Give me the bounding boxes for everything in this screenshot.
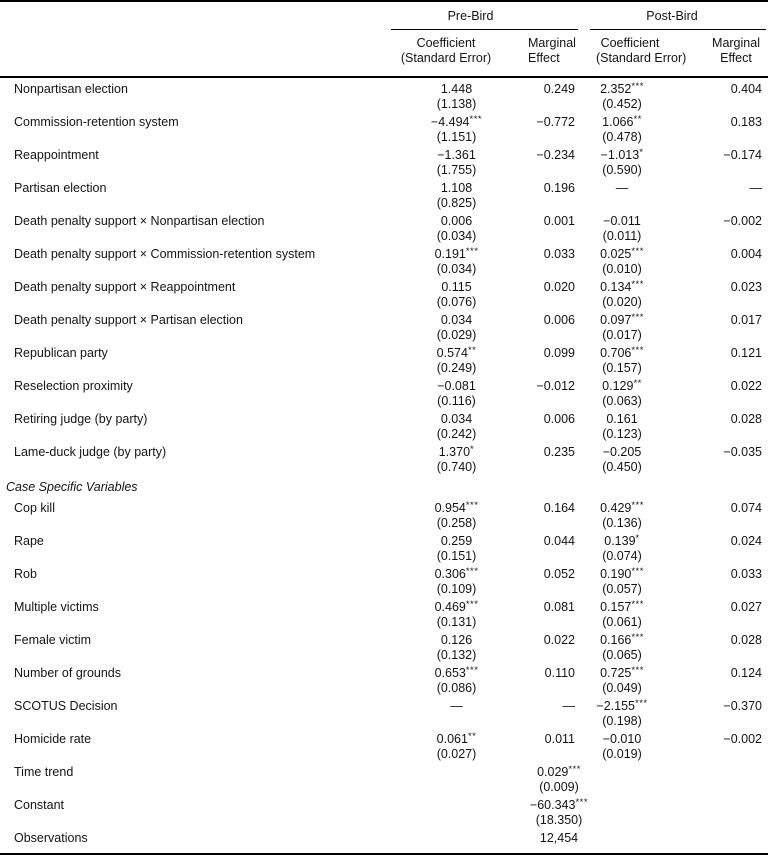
post-coefficient-cell bbox=[580, 144, 664, 177]
table-row bbox=[0, 563, 768, 596]
row-label: Number of grounds bbox=[14, 666, 122, 680]
table-row bbox=[0, 111, 768, 144]
standard-error: (0.242) bbox=[436, 427, 477, 441]
row-label: Commission-retention system bbox=[14, 115, 179, 129]
post-coefficient-cell bbox=[580, 111, 664, 144]
coefficient-value: — bbox=[615, 181, 629, 195]
table-row bbox=[0, 497, 768, 530]
pre-coefficient-cell bbox=[385, 177, 528, 210]
row-label: Homicide rate bbox=[14, 732, 92, 746]
row-label: Lame-duck judge (by party) bbox=[14, 445, 167, 459]
row-label: Death penalty support × Reappointment bbox=[14, 280, 236, 294]
coefficient-value: −4.494*** bbox=[430, 114, 483, 129]
standard-error: (0.029) bbox=[436, 328, 477, 342]
coefficient-value: 0.653*** bbox=[434, 665, 479, 680]
significance-stars: *** bbox=[575, 797, 589, 808]
significance-stars: *** bbox=[568, 764, 581, 775]
row-label: Constant bbox=[14, 798, 65, 812]
standard-error: (0.123) bbox=[602, 427, 642, 441]
pre-marginal-effect-cell: 0.022 bbox=[543, 633, 575, 647]
table-row bbox=[0, 629, 768, 662]
row-label: Female victim bbox=[14, 633, 92, 647]
post-coefficient-cell bbox=[580, 342, 664, 375]
pre-bird-group-header bbox=[385, 1, 580, 30]
table-row bbox=[0, 276, 768, 309]
pre-coefficient-cell bbox=[385, 309, 528, 342]
coefficient-value: 0.191*** bbox=[434, 246, 479, 261]
standard-error: (0.198) bbox=[602, 714, 642, 728]
pre-marginal-effect-cell: 0.001 bbox=[543, 214, 575, 228]
pre-coefficient-cell bbox=[385, 111, 528, 144]
group-label: Post-Bird bbox=[646, 9, 698, 23]
standard-error: (0.590) bbox=[602, 163, 642, 177]
row-label: Partisan election bbox=[14, 181, 107, 195]
table-row bbox=[0, 210, 768, 243]
standard-error: (0.034) bbox=[436, 229, 477, 243]
table-row bbox=[0, 441, 768, 474]
table-header bbox=[0, 1, 768, 77]
row-label: Time trend bbox=[14, 765, 74, 779]
significance-stars: *** bbox=[631, 279, 644, 290]
row-label: Multiple victims bbox=[14, 600, 99, 614]
post-coefficient-cell bbox=[580, 596, 664, 629]
coefficient-value: 0.190*** bbox=[600, 566, 644, 581]
post-coefficient-cell bbox=[580, 629, 664, 662]
significance-stars: ** bbox=[633, 114, 642, 125]
significance-stars: *** bbox=[631, 500, 644, 511]
standard-error: (0.057) bbox=[602, 582, 642, 596]
row-label: Death penalty support × Partisan election bbox=[14, 313, 243, 327]
pre-coefficient-cell bbox=[385, 695, 528, 728]
coefficient-value: 0.115 bbox=[441, 280, 472, 294]
coefficient-value: 0.166*** bbox=[600, 632, 644, 647]
significance-stars: * bbox=[639, 147, 644, 158]
pre-coefficient-cell bbox=[385, 596, 528, 629]
pre-marginal-effect-cell: — bbox=[562, 699, 575, 713]
standard-error: (0.109) bbox=[436, 582, 477, 596]
coefficient-value: 0.161 bbox=[606, 412, 638, 426]
table-row bbox=[0, 596, 768, 629]
post-bird-underline bbox=[590, 9, 766, 30]
coefficient-value: 0.034 bbox=[440, 412, 473, 426]
significance-stars: *** bbox=[465, 665, 479, 676]
significance-stars: *** bbox=[465, 599, 479, 610]
post-marginal-effect-cell: 0.023 bbox=[730, 280, 762, 294]
pre-coefficient-cell bbox=[385, 563, 528, 596]
post-coefficient-cell bbox=[580, 497, 664, 530]
coefficient-value: −0.010 bbox=[602, 732, 642, 746]
standard-error: (0.086) bbox=[436, 681, 477, 695]
pre-coefficient-cell bbox=[385, 342, 528, 375]
coefficient-value: −0.081 bbox=[437, 379, 476, 393]
significance-stars: *** bbox=[631, 345, 644, 356]
coefficient-value: −1.013* bbox=[600, 147, 644, 162]
coefficient-value: 1.066** bbox=[602, 114, 642, 129]
significance-stars: *** bbox=[631, 312, 644, 323]
standard-error: (18.350) bbox=[535, 813, 583, 827]
post-marginal-effect-cell: — bbox=[749, 181, 762, 195]
significance-stars: ** bbox=[467, 731, 477, 742]
coefficient-value: 0.126 bbox=[440, 633, 473, 647]
significance-stars: ** bbox=[633, 378, 642, 389]
group-label: Pre-Bird bbox=[447, 9, 494, 23]
post-marginal-effect-cell: −0.002 bbox=[723, 214, 762, 228]
pre-marginal-effect-cell: 0.081 bbox=[543, 600, 575, 614]
coefficient-value: 0.134*** bbox=[600, 279, 644, 294]
row-label: Reselection proximity bbox=[14, 379, 133, 393]
coefficient-value: 0.129** bbox=[602, 378, 642, 393]
coefficient-value: 0.097*** bbox=[600, 312, 644, 327]
marginal-header-line2: Effect bbox=[720, 51, 752, 65]
post-marginal-effect-cell: 0.017 bbox=[730, 313, 762, 327]
table-body bbox=[0, 77, 768, 854]
pre-coefficient-cell bbox=[385, 629, 528, 662]
post-coefficient-column-header bbox=[580, 30, 687, 77]
standard-error: (1.138) bbox=[436, 97, 477, 111]
post-marginal-effect-cell: −0.370 bbox=[723, 699, 762, 713]
post-coefficient-cell bbox=[580, 530, 664, 563]
coefficient-header-line2: (Standard Error) bbox=[596, 51, 687, 65]
post-marginal-effect-cell: −0.002 bbox=[723, 732, 762, 746]
post-marginal-effect-cell: −0.174 bbox=[723, 148, 762, 162]
pre-marginal-effect-cell: 0.052 bbox=[543, 567, 575, 581]
coefficient-value: −0.205 bbox=[602, 445, 642, 459]
coefficient-value: −1.361 bbox=[437, 148, 476, 162]
pre-coefficient-cell bbox=[385, 144, 528, 177]
coefficient-value: 0.429*** bbox=[600, 500, 644, 515]
significance-stars: *** bbox=[631, 632, 644, 643]
coefficient-value: 0.157*** bbox=[600, 599, 644, 614]
pre-coefficient-cell bbox=[385, 408, 528, 441]
table-row bbox=[0, 530, 768, 563]
significance-stars: * bbox=[470, 444, 475, 455]
standard-error: (0.116) bbox=[437, 394, 476, 408]
post-coefficient-cell bbox=[580, 375, 664, 408]
spanning-row bbox=[0, 827, 768, 854]
table-row bbox=[0, 695, 768, 728]
post-coefficient-cell bbox=[580, 408, 664, 441]
pre-coefficient-cell bbox=[385, 243, 528, 276]
table-row bbox=[0, 662, 768, 695]
post-coefficient-cell bbox=[580, 77, 664, 111]
pre-marginal-effect-cell: 0.011 bbox=[544, 732, 575, 746]
coefficient-value: 2.352*** bbox=[600, 81, 644, 96]
standard-error: (0.019) bbox=[602, 747, 642, 761]
standard-error: (0.017) bbox=[602, 328, 642, 342]
pre-coefficient-cell bbox=[385, 497, 528, 530]
pre-marginal-effect-cell: 0.249 bbox=[543, 82, 575, 96]
standard-error: (0.258) bbox=[436, 516, 477, 530]
pre-marginal-effect-cell: 0.235 bbox=[543, 445, 575, 459]
post-coefficient-cell bbox=[580, 177, 664, 210]
pre-marginal-effect-cell: 0.006 bbox=[543, 313, 575, 327]
standard-error: (0.157) bbox=[602, 361, 642, 375]
coefficient-value: 0.306*** bbox=[434, 566, 479, 581]
standard-error: (0.478) bbox=[602, 130, 642, 144]
standard-error: (0.010) bbox=[602, 262, 642, 276]
pre-bird-underline bbox=[391, 9, 578, 30]
coefficient-value: 12,454 bbox=[539, 831, 579, 845]
standard-error: (0.011) bbox=[602, 229, 642, 243]
pre-marginal-effect-cell: −0.772 bbox=[536, 115, 575, 129]
coefficient-value: 0.259 bbox=[440, 534, 473, 548]
marginal-header-line1: Marginal bbox=[712, 36, 760, 50]
spanning-row bbox=[0, 761, 768, 794]
post-coefficient-cell bbox=[580, 563, 664, 596]
table-row bbox=[0, 309, 768, 342]
spanning-value-cell bbox=[385, 827, 768, 854]
coefficient-value: 0.954*** bbox=[434, 500, 479, 515]
pre-marginal-effect-cell: 0.006 bbox=[543, 412, 575, 426]
table-row bbox=[0, 375, 768, 408]
pre-marginal-effect-cell: −0.012 bbox=[536, 379, 575, 393]
pre-marginal-effect-cell: 0.033 bbox=[543, 247, 575, 261]
row-label: Death penalty support × Nonpartisan election bbox=[14, 214, 265, 228]
spanning-value-cell bbox=[385, 794, 768, 827]
standard-error: (0.452) bbox=[602, 97, 642, 111]
post-bird-group-header bbox=[580, 1, 768, 30]
standard-error: (1.151) bbox=[436, 130, 477, 144]
spanning-value-cell bbox=[385, 761, 768, 794]
spanning-row bbox=[0, 794, 768, 827]
post-marginal-effect-cell: 0.183 bbox=[730, 115, 762, 129]
pre-coefficient-cell bbox=[385, 728, 528, 761]
post-marginal-effect-cell: 0.022 bbox=[730, 379, 762, 393]
pre-marginal-effect-cell: 0.196 bbox=[543, 181, 575, 195]
post-marginal-effect-cell: 0.124 bbox=[730, 666, 762, 680]
standard-error: (0.249) bbox=[436, 361, 477, 375]
coefficient-value: 0.061** bbox=[436, 731, 477, 746]
table-row bbox=[0, 243, 768, 276]
coefficient-value: −60.343*** bbox=[529, 797, 589, 812]
row-label: Reappointment bbox=[14, 148, 99, 162]
corner-cell bbox=[0, 1, 385, 30]
significance-stars: * bbox=[635, 533, 640, 544]
significance-stars: *** bbox=[631, 665, 644, 676]
post-coefficient-cell bbox=[580, 276, 664, 309]
post-coefficient-cell bbox=[580, 309, 664, 342]
post-marginal-effect-cell: 0.074 bbox=[730, 501, 762, 515]
table-row bbox=[0, 177, 768, 210]
row-label: Observations bbox=[14, 831, 88, 845]
post-coefficient-cell bbox=[580, 695, 664, 728]
standard-error: (0.450) bbox=[602, 460, 642, 474]
post-marginal-effect-cell: 0.004 bbox=[730, 247, 762, 261]
row-label: SCOTUS Decision bbox=[14, 699, 118, 713]
significance-stars: ** bbox=[467, 345, 477, 356]
post-marginal-effect-cell: 0.028 bbox=[730, 412, 762, 426]
post-coefficient-cell bbox=[580, 243, 664, 276]
coefficient-value: 1.108 bbox=[440, 181, 473, 195]
coefficient-value: 0.469*** bbox=[434, 599, 479, 614]
coefficient-value: 1.370* bbox=[438, 444, 475, 459]
coefficient-value: 0.034 bbox=[440, 313, 473, 327]
row-label: Nonpartisan election bbox=[14, 82, 128, 96]
standard-error: (0.065) bbox=[602, 648, 642, 662]
pre-marginal-effect-column-header bbox=[528, 30, 580, 77]
standard-error: (0.009) bbox=[539, 780, 579, 794]
post-marginal-effect-cell: 0.028 bbox=[730, 633, 762, 647]
marginal-header-line2: Effect bbox=[528, 51, 560, 65]
coefficient-value: — bbox=[450, 699, 463, 713]
table-row bbox=[0, 342, 768, 375]
coefficient-header-line1: Coefficient bbox=[600, 36, 660, 50]
post-coefficient-cell bbox=[580, 210, 664, 243]
coefficient-header-line2: (Standard Error) bbox=[400, 51, 492, 65]
post-coefficient-cell bbox=[580, 728, 664, 761]
marginal-header-line1: Marginal bbox=[528, 36, 576, 50]
pre-coefficient-cell bbox=[385, 375, 528, 408]
pre-marginal-effect-cell: 0.164 bbox=[543, 501, 575, 515]
significance-stars: *** bbox=[631, 566, 644, 577]
group-header-row bbox=[0, 1, 768, 30]
pre-coefficient-cell bbox=[385, 530, 528, 563]
significance-stars: *** bbox=[631, 81, 644, 92]
coefficient-value: −2.155*** bbox=[596, 698, 648, 713]
significance-stars: *** bbox=[465, 566, 479, 577]
pre-coefficient-cell bbox=[385, 441, 528, 474]
coefficient-header-line1: Coefficient bbox=[416, 36, 476, 50]
coefficient-value: 0.574** bbox=[436, 345, 477, 360]
row-label: Death penalty support × Commission-retention system bbox=[14, 247, 316, 261]
significance-stars: *** bbox=[631, 246, 644, 257]
coefficient-value: 0.139* bbox=[604, 533, 640, 548]
section-header-row bbox=[0, 474, 768, 497]
pre-coefficient-cell bbox=[385, 77, 528, 111]
coefficient-value: −0.011 bbox=[603, 214, 641, 228]
post-marginal-effect-cell: 0.033 bbox=[730, 567, 762, 581]
post-marginal-effect-cell: 0.027 bbox=[730, 600, 762, 614]
standard-error: (0.151) bbox=[436, 549, 477, 563]
standard-error: (0.136) bbox=[602, 516, 642, 530]
standard-error: (0.063) bbox=[602, 394, 642, 408]
post-coefficient-cell bbox=[580, 662, 664, 695]
table-row bbox=[0, 408, 768, 441]
standard-error: (0.074) bbox=[602, 549, 642, 563]
row-label: Rob bbox=[14, 567, 37, 581]
standard-error: (0.027) bbox=[436, 747, 477, 761]
row-label: Rape bbox=[14, 534, 44, 548]
coefficient-value: 0.029*** bbox=[537, 764, 581, 779]
pre-marginal-effect-cell: −0.234 bbox=[536, 148, 575, 162]
coefficient-value: 1.448 bbox=[440, 82, 473, 96]
standard-error: (0.740) bbox=[436, 460, 477, 474]
post-marginal-effect-cell: 0.024 bbox=[730, 534, 762, 548]
empty-header-cell bbox=[0, 30, 385, 77]
row-label: Cop kill bbox=[14, 501, 55, 515]
table-row bbox=[0, 728, 768, 761]
standard-error: (0.034) bbox=[436, 262, 477, 276]
post-marginal-effect-cell: −0.035 bbox=[723, 445, 762, 459]
pre-marginal-effect-cell: 0.020 bbox=[543, 280, 575, 294]
standard-error: (1.755) bbox=[436, 163, 477, 177]
standard-error: (0.825) bbox=[436, 196, 477, 210]
standard-error: (0.132) bbox=[436, 648, 477, 662]
coefficient-value: 0.706*** bbox=[600, 345, 644, 360]
pre-marginal-effect-cell: 0.099 bbox=[543, 346, 575, 360]
post-coefficient-cell bbox=[580, 441, 664, 474]
pre-marginal-effect-cell: 0.110 bbox=[544, 666, 575, 680]
column-header-row bbox=[0, 30, 768, 77]
pre-marginal-effect-cell: 0.044 bbox=[543, 534, 575, 548]
standard-error: (0.020) bbox=[602, 295, 642, 309]
row-label: Retiring judge (by party) bbox=[14, 412, 148, 426]
table-row bbox=[0, 77, 768, 111]
coefficient-value: 0.725*** bbox=[600, 665, 644, 680]
standard-error: (0.131) bbox=[436, 615, 477, 629]
pre-coefficient-cell bbox=[385, 662, 528, 695]
significance-stars: *** bbox=[465, 246, 479, 257]
significance-stars: *** bbox=[635, 698, 648, 709]
standard-error: (0.076) bbox=[436, 295, 477, 309]
pre-coefficient-cell bbox=[385, 276, 528, 309]
significance-stars: *** bbox=[469, 114, 483, 125]
post-marginal-effect-cell: 0.121 bbox=[730, 346, 762, 360]
coefficient-value: 0.006 bbox=[440, 214, 473, 228]
coefficient-value: 0.025*** bbox=[600, 246, 644, 261]
pre-coefficient-cell bbox=[385, 210, 528, 243]
significance-stars: *** bbox=[465, 500, 479, 511]
post-marginal-effect-cell: 0.404 bbox=[730, 82, 762, 96]
standard-error: (0.049) bbox=[602, 681, 642, 695]
standard-error: (0.061) bbox=[602, 615, 642, 629]
significance-stars: *** bbox=[631, 599, 644, 610]
row-label: Republican party bbox=[14, 346, 108, 360]
table-row bbox=[0, 144, 768, 177]
pre-coefficient-column-header bbox=[385, 30, 528, 77]
section-label: Case Specific Variables bbox=[6, 480, 138, 494]
